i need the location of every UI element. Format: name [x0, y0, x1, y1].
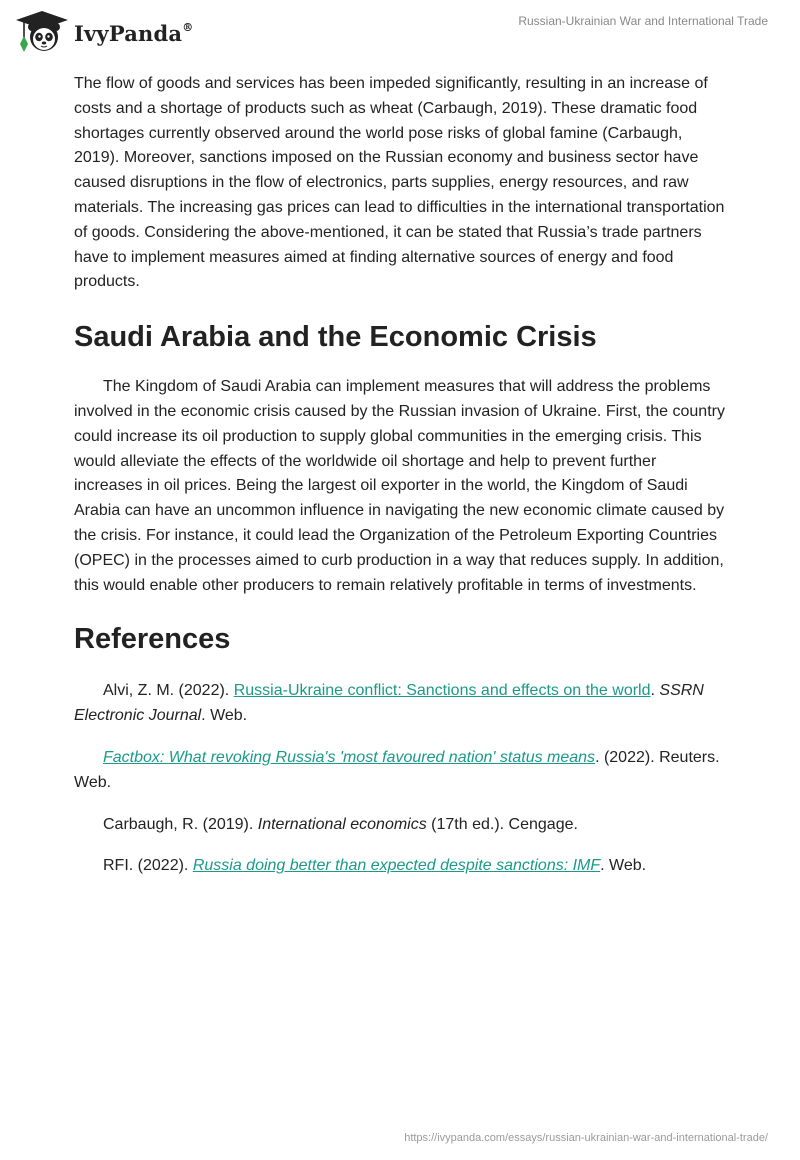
reference-link-alvi[interactable]: Russia-Ukraine conflict: Sanctions and effects on the world — [233, 682, 651, 700]
references-heading: References — [74, 623, 231, 656]
document-title: Russian-Ukrainian War and International Trade — [518, 14, 768, 28]
reference-link-rfi[interactable]: Russia doing better than expected despite sanctions: IMF — [192, 857, 601, 875]
saudi-paragraph: The Kingdom of Saudi Arabia can implement measures that will address the problems involved in the economic crisis caused by the Russian invasion of Ukraine. First, the country could increase its oil production to supply global communities in the emerging crisis. This would alleviate the effects of the worldwide oil shortage and help to prevent further increases in oil prices. Being the largest oil exporter in the world, the Kingdom of Saudi Arabia can have an uncommon influence in navigating the new economic climate caused by the crisis. For instance, it could lead the Organization of the Petroleum Exporting Countries (OPEC) in the processes aimed to curb production in a way that reduces supply. In addition, this would enable other producers to remain relatively profitable in terms of investments. — [74, 378, 725, 594]
brand-name: IvyPanda® — [74, 20, 194, 46]
footer-url[interactable]: https://ivypanda.com/essays/russian-ukrainian-war-and-international-trade/ — [404, 1132, 768, 1144]
brand-logo[interactable] — [14, 8, 193, 56]
reference-item: RFI. (2022). Russia doing better than expected despite sanctions: IMF. Web. — [103, 857, 647, 875]
reference-link-factbox[interactable]: Factbox: What revoking Russia's 'most favoured nation' status means — [103, 748, 596, 766]
reference-item: Alvi, Z. M. (2022). Russia-Ukraine conflict: Sanctions and effects on the world. SSRN Electronic Journal. Web. — [74, 682, 704, 725]
essay-content — [74, 72, 726, 896]
page-header — [0, 0, 800, 60]
reference-item: Factbox: What revoking Russia's 'most favoured nation' status means. (2022). Reuters. Web. — [74, 748, 720, 791]
intro-paragraph: The flow of goods and services has been impeded significantly, resulting in an increase of costs and a shortage of products such as wheat (Carbaugh, 2019). These dramatic food shortages currently observed around the world pose risks of global famine (Carbaugh, 2019). Moreover, sanctions imposed on the Russian economy and business sector have caused disruptions in the flow of electronics, parts supplies, energy resources, and raw materials. The increasing gas prices can lead to difficulties in the international transportation of goods. Considering the above-mentioned, it can be stated that Russia’s trade partners have to implement measures aimed at finding alternative sources of energy and food products. — [74, 75, 725, 291]
reference-item: Carbaugh, R. (2019). International economics (17th ed.). Cengage. — [103, 815, 578, 833]
panda-graduation-cap-icon — [14, 8, 70, 56]
section-heading-saudi-arabia: Saudi Arabia and the Economic Crisis — [74, 321, 597, 354]
